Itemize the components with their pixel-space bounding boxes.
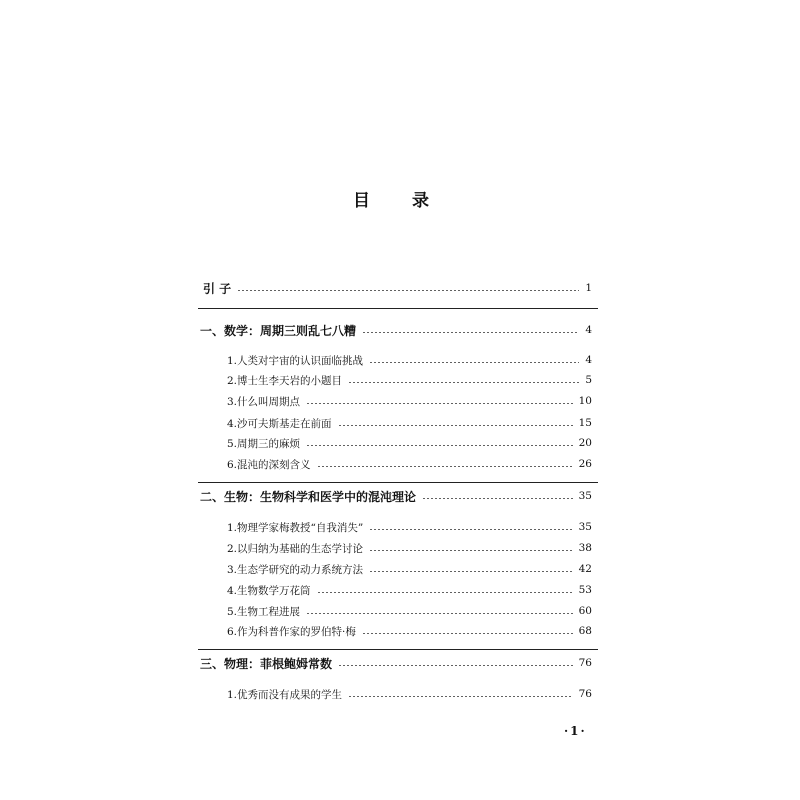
divider <box>198 482 598 483</box>
toc-label: 三、物理：菲根鲍姆常数 <box>200 656 333 671</box>
toc-entry-section[interactable] <box>0 684 800 704</box>
toc-label: 一、数学：周期三则乱七八糟 <box>200 323 357 338</box>
toc-page-number: 35 <box>578 521 592 533</box>
toc-label: 1.人类对宇宙的认识面临挑战 <box>227 354 364 367</box>
toc-page-number: 26 <box>578 458 592 470</box>
page-number-footer: ·1· <box>564 724 587 738</box>
leader-dots <box>348 382 579 383</box>
page-title: 目 录 <box>353 191 447 211</box>
toc-page-number: 42 <box>578 563 592 575</box>
toc-entry-section[interactable] <box>0 580 800 600</box>
leader-dots <box>369 571 573 572</box>
toc-entry-chapter-2[interactable] <box>0 486 800 506</box>
toc-page-number: 76 <box>578 688 592 700</box>
toc-entry-section[interactable] <box>0 621 800 641</box>
toc-page-number: 60 <box>578 605 592 617</box>
toc-label: 3.什么叫周期点 <box>227 395 301 408</box>
divider <box>198 649 598 650</box>
toc-entry-section[interactable] <box>0 601 800 621</box>
leader-dots <box>362 633 573 634</box>
toc-label: 引 子 <box>203 281 232 296</box>
leader-dots <box>422 498 573 499</box>
toc-label: 二、生物：生物科学和医学中的混沌理论 <box>200 489 417 504</box>
leader-dots <box>237 290 579 291</box>
leader-dots <box>306 445 573 446</box>
toc-page-number: 53 <box>578 584 592 596</box>
toc-label: 6.混沌的深刻含义 <box>227 458 311 471</box>
toc-page-number: 20 <box>578 437 592 449</box>
divider <box>198 308 598 309</box>
toc-page-number: 10 <box>578 395 592 407</box>
toc-entry-section[interactable] <box>0 454 800 474</box>
toc-entry-chapter-1[interactable] <box>0 320 800 340</box>
toc-label: 5.周期三的麻烦 <box>227 437 301 450</box>
toc-entry-chapter-3[interactable] <box>0 653 800 673</box>
toc-entry-section[interactable] <box>0 538 800 558</box>
leader-dots <box>338 425 573 426</box>
toc-label: 3.生态学研究的动力系统方法 <box>227 563 364 576</box>
toc-page-number: 35 <box>578 490 592 502</box>
toc-entry-section[interactable] <box>0 413 800 433</box>
toc-entry-section[interactable] <box>0 517 800 537</box>
leader-dots <box>369 550 573 551</box>
toc-label: 6.作为科普作家的罗伯特·梅 <box>227 625 356 638</box>
toc-label: 1.优秀而没有成果的学生 <box>227 688 343 701</box>
toc-page-number: 4 <box>585 354 592 366</box>
leader-dots <box>317 466 573 467</box>
leader-dots <box>369 362 579 363</box>
toc-page-number: 15 <box>578 417 592 429</box>
leader-dots <box>348 696 573 697</box>
toc-entry-section[interactable] <box>0 559 800 579</box>
toc-label: 2.博士生李天岩的小题目 <box>227 374 343 387</box>
leader-dots <box>369 529 572 530</box>
toc-page-number: 68 <box>578 625 592 637</box>
toc-entry-section[interactable] <box>0 370 800 390</box>
toc-label: 1.物理学家梅教授“自我消失” <box>227 521 364 534</box>
toc-page-number: 1 <box>585 282 592 294</box>
toc-page-number: 76 <box>578 657 592 669</box>
toc-page-number: 4 <box>585 324 592 336</box>
toc-page-number: 5 <box>585 374 592 386</box>
toc-label: 4.沙可夫斯基走在前面 <box>227 417 332 430</box>
toc-entry-section[interactable] <box>0 350 800 370</box>
toc-entry-section[interactable] <box>0 433 800 453</box>
leader-dots <box>306 613 573 614</box>
leader-dots <box>338 665 573 666</box>
leader-dots <box>317 592 573 593</box>
toc-label: 5.生物工程进展 <box>227 605 301 618</box>
toc-page-number: 38 <box>578 542 592 554</box>
leader-dots <box>306 403 573 404</box>
toc-label: 2.以归纳为基础的生态学讨论 <box>227 542 364 555</box>
leader-dots <box>362 332 579 333</box>
toc-entry-intro[interactable] <box>0 278 800 298</box>
toc-entry-section[interactable] <box>0 391 800 411</box>
toc-label: 4.生物数学万花筒 <box>227 584 311 597</box>
